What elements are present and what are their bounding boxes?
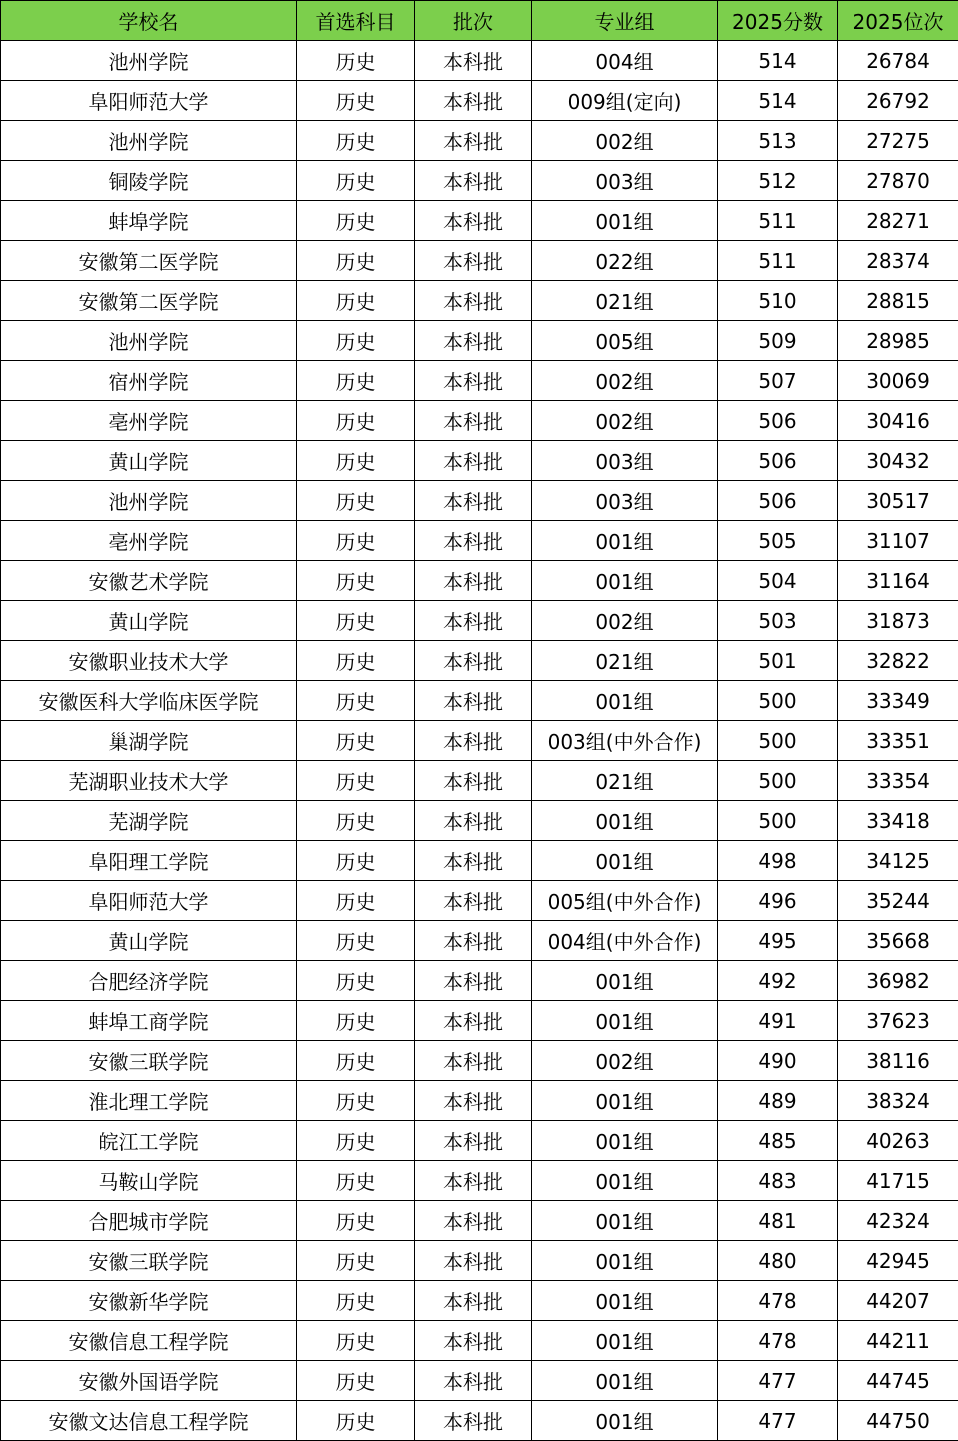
cell-score: 512 xyxy=(718,161,838,201)
cell-school: 安徽三联学院 xyxy=(1,1041,297,1081)
cell-school: 合肥经济学院 xyxy=(1,961,297,1001)
table-row xyxy=(1,201,958,241)
cell-subject: 历史 xyxy=(297,921,415,961)
cell-subject: 历史 xyxy=(297,161,415,201)
cell-subject: 历史 xyxy=(297,441,415,481)
cell-subject: 历史 xyxy=(297,681,415,721)
cell-score: 507 xyxy=(718,361,838,401)
cell-rank: 40263 xyxy=(838,1121,958,1161)
cell-subject: 历史 xyxy=(297,801,415,841)
cell-score: 491 xyxy=(718,1001,838,1041)
cell-batch: 本科批 xyxy=(415,841,532,881)
cell-batch: 本科批 xyxy=(415,321,532,361)
cell-batch: 本科批 xyxy=(415,1401,532,1441)
cell-school: 芜湖职业技术大学 xyxy=(1,761,297,801)
cell-major-group: 001组 xyxy=(532,801,718,841)
cell-batch: 本科批 xyxy=(415,1281,532,1321)
table-row xyxy=(1,321,958,361)
cell-batch: 本科批 xyxy=(415,1161,532,1201)
cell-subject: 历史 xyxy=(297,1241,415,1281)
cell-batch: 本科批 xyxy=(415,601,532,641)
table-row xyxy=(1,761,958,801)
cell-rank: 26792 xyxy=(838,81,958,121)
cell-rank: 31164 xyxy=(838,561,958,601)
cell-rank: 38116 xyxy=(838,1041,958,1081)
cell-rank: 33351 xyxy=(838,721,958,761)
cell-batch: 本科批 xyxy=(415,1321,532,1361)
cell-major-group: 002组 xyxy=(532,601,718,641)
cell-score: 485 xyxy=(718,1121,838,1161)
cell-rank: 32822 xyxy=(838,641,958,681)
cell-subject: 历史 xyxy=(297,521,415,561)
cell-school: 池州学院 xyxy=(1,121,297,161)
table-row xyxy=(1,1121,958,1161)
cell-subject: 历史 xyxy=(297,1321,415,1361)
cell-rank: 27870 xyxy=(838,161,958,201)
cell-rank: 42324 xyxy=(838,1201,958,1241)
cell-batch: 本科批 xyxy=(415,361,532,401)
cell-major-group: 001组 xyxy=(532,521,718,561)
cell-subject: 历史 xyxy=(297,1161,415,1201)
table-row xyxy=(1,601,958,641)
cell-batch: 本科批 xyxy=(415,81,532,121)
cell-batch: 本科批 xyxy=(415,1041,532,1081)
cell-major-group: 001组 xyxy=(532,1081,718,1121)
cell-major-group: 003组 xyxy=(532,441,718,481)
cell-subject: 历史 xyxy=(297,1121,415,1161)
cell-school: 宿州学院 xyxy=(1,361,297,401)
column-header-rank: 2025位次 xyxy=(838,1,958,41)
cell-major-group: 001组 xyxy=(532,1401,718,1441)
cell-subject: 历史 xyxy=(297,201,415,241)
cell-rank: 36982 xyxy=(838,961,958,1001)
column-header-subject: 首选科目 xyxy=(297,1,415,41)
cell-score: 498 xyxy=(718,841,838,881)
cell-major-group: 001组 xyxy=(532,1001,718,1041)
cell-rank: 35244 xyxy=(838,881,958,921)
cell-batch: 本科批 xyxy=(415,521,532,561)
cell-rank: 31873 xyxy=(838,601,958,641)
cell-batch: 本科批 xyxy=(415,241,532,281)
cell-school: 阜阳师范大学 xyxy=(1,81,297,121)
table-row xyxy=(1,1201,958,1241)
table-row xyxy=(1,161,958,201)
cell-score: 513 xyxy=(718,121,838,161)
cell-rank: 28271 xyxy=(838,201,958,241)
cell-batch: 本科批 xyxy=(415,1241,532,1281)
cell-score: 500 xyxy=(718,721,838,761)
cell-rank: 28985 xyxy=(838,321,958,361)
cell-score: 501 xyxy=(718,641,838,681)
cell-school: 安徽艺术学院 xyxy=(1,561,297,601)
table-row xyxy=(1,121,958,161)
cell-rank: 41715 xyxy=(838,1161,958,1201)
cell-score: 514 xyxy=(718,81,838,121)
cell-batch: 本科批 xyxy=(415,681,532,721)
cell-rank: 44207 xyxy=(838,1281,958,1321)
cell-major-group: 001组 xyxy=(532,961,718,1001)
cell-score: 506 xyxy=(718,481,838,521)
cell-school: 马鞍山学院 xyxy=(1,1161,297,1201)
cell-rank: 27275 xyxy=(838,121,958,161)
cell-rank: 33418 xyxy=(838,801,958,841)
cell-batch: 本科批 xyxy=(415,1201,532,1241)
table-row xyxy=(1,1041,958,1081)
cell-school: 蚌埠学院 xyxy=(1,201,297,241)
cell-rank: 44745 xyxy=(838,1361,958,1401)
cell-school: 安徽三联学院 xyxy=(1,1241,297,1281)
cell-major-group: 002组 xyxy=(532,361,718,401)
cell-major-group: 021组 xyxy=(532,641,718,681)
cell-batch: 本科批 xyxy=(415,561,532,601)
cell-major-group: 001组 xyxy=(532,681,718,721)
cell-score: 514 xyxy=(718,41,838,81)
cell-school: 黄山学院 xyxy=(1,601,297,641)
cell-batch: 本科批 xyxy=(415,961,532,1001)
cell-major-group: 001组 xyxy=(532,1201,718,1241)
cell-score: 492 xyxy=(718,961,838,1001)
cell-subject: 历史 xyxy=(297,561,415,601)
cell-school: 池州学院 xyxy=(1,321,297,361)
cell-subject: 历史 xyxy=(297,41,415,81)
cell-score: 478 xyxy=(718,1281,838,1321)
cell-rank: 28374 xyxy=(838,241,958,281)
cell-school: 安徽职业技术大学 xyxy=(1,641,297,681)
cell-score: 506 xyxy=(718,401,838,441)
cell-batch: 本科批 xyxy=(415,1081,532,1121)
cell-school: 池州学院 xyxy=(1,41,297,81)
cell-batch: 本科批 xyxy=(415,441,532,481)
cell-major-group: 001组 xyxy=(532,1361,718,1401)
cell-batch: 本科批 xyxy=(415,721,532,761)
cell-major-group: 001组 xyxy=(532,1321,718,1361)
cell-school: 芜湖学院 xyxy=(1,801,297,841)
table-row xyxy=(1,801,958,841)
cell-score: 477 xyxy=(718,1401,838,1441)
cell-subject: 历史 xyxy=(297,641,415,681)
cell-score: 506 xyxy=(718,441,838,481)
cell-school: 巢湖学院 xyxy=(1,721,297,761)
cell-school: 池州学院 xyxy=(1,481,297,521)
cell-score: 511 xyxy=(718,241,838,281)
cell-score: 495 xyxy=(718,921,838,961)
cell-subject: 历史 xyxy=(297,321,415,361)
cell-rank: 35668 xyxy=(838,921,958,961)
cell-major-group: 001组 xyxy=(532,1121,718,1161)
table-row xyxy=(1,1281,958,1321)
cell-batch: 本科批 xyxy=(415,881,532,921)
cell-score: 500 xyxy=(718,801,838,841)
cell-school: 合肥城市学院 xyxy=(1,1201,297,1241)
cell-subject: 历史 xyxy=(297,401,415,441)
cell-score: 503 xyxy=(718,601,838,641)
table-row xyxy=(1,681,958,721)
table-row xyxy=(1,81,958,121)
table-row xyxy=(1,1161,958,1201)
table-row xyxy=(1,521,958,561)
cell-batch: 本科批 xyxy=(415,801,532,841)
cell-major-group: 003组 xyxy=(532,481,718,521)
cell-major-group: 009组(定向) xyxy=(532,81,718,121)
cell-school: 黄山学院 xyxy=(1,921,297,961)
cell-rank: 31107 xyxy=(838,521,958,561)
cell-subject: 历史 xyxy=(297,241,415,281)
cell-school: 安徽医科大学临床医学院 xyxy=(1,681,297,721)
table-row xyxy=(1,641,958,681)
table-row xyxy=(1,1241,958,1281)
table-row xyxy=(1,41,958,81)
table-row xyxy=(1,241,958,281)
cell-major-group: 001组 xyxy=(532,561,718,601)
cell-subject: 历史 xyxy=(297,761,415,801)
cell-score: 489 xyxy=(718,1081,838,1121)
cell-rank: 34125 xyxy=(838,841,958,881)
cell-batch: 本科批 xyxy=(415,1001,532,1041)
cell-school: 铜陵学院 xyxy=(1,161,297,201)
table-row xyxy=(1,401,958,441)
cell-school: 亳州学院 xyxy=(1,521,297,561)
cell-rank: 44211 xyxy=(838,1321,958,1361)
column-header-school: 学校名 xyxy=(1,1,297,41)
cell-rank: 30517 xyxy=(838,481,958,521)
cell-rank: 28815 xyxy=(838,281,958,321)
cell-rank: 30432 xyxy=(838,441,958,481)
cell-score: 500 xyxy=(718,761,838,801)
cell-rank: 33354 xyxy=(838,761,958,801)
cell-school: 阜阳师范大学 xyxy=(1,881,297,921)
cell-rank: 44750 xyxy=(838,1401,958,1441)
cell-subject: 历史 xyxy=(297,481,415,521)
cell-batch: 本科批 xyxy=(415,1121,532,1161)
cell-subject: 历史 xyxy=(297,1041,415,1081)
cell-major-group: 003组(中外合作) xyxy=(532,721,718,761)
cell-subject: 历史 xyxy=(297,281,415,321)
table-row xyxy=(1,361,958,401)
cell-major-group: 001组 xyxy=(532,1241,718,1281)
table-header-row xyxy=(1,1,958,41)
cell-subject: 历史 xyxy=(297,121,415,161)
cell-major-group: 004组 xyxy=(532,41,718,81)
cell-subject: 历史 xyxy=(297,1361,415,1401)
cell-batch: 本科批 xyxy=(415,401,532,441)
cell-batch: 本科批 xyxy=(415,161,532,201)
cell-major-group: 002组 xyxy=(532,401,718,441)
cell-major-group: 021组 xyxy=(532,761,718,801)
table-row xyxy=(1,721,958,761)
cell-batch: 本科批 xyxy=(415,1361,532,1401)
cell-school: 安徽外国语学院 xyxy=(1,1361,297,1401)
table-row xyxy=(1,561,958,601)
cell-batch: 本科批 xyxy=(415,641,532,681)
cell-rank: 33349 xyxy=(838,681,958,721)
cell-subject: 历史 xyxy=(297,361,415,401)
cell-subject: 历史 xyxy=(297,1281,415,1321)
cell-batch: 本科批 xyxy=(415,201,532,241)
cell-school: 蚌埠工商学院 xyxy=(1,1001,297,1041)
cell-score: 490 xyxy=(718,1041,838,1081)
cell-rank: 42945 xyxy=(838,1241,958,1281)
cell-major-group: 001组 xyxy=(532,201,718,241)
cell-school: 安徽第二医学院 xyxy=(1,281,297,321)
cell-subject: 历史 xyxy=(297,1001,415,1041)
cell-school: 皖江工学院 xyxy=(1,1121,297,1161)
cell-score: 504 xyxy=(718,561,838,601)
cell-subject: 历史 xyxy=(297,721,415,761)
cell-major-group: 022组 xyxy=(532,241,718,281)
table-row xyxy=(1,281,958,321)
cell-score: 480 xyxy=(718,1241,838,1281)
cell-score: 511 xyxy=(718,201,838,241)
table-row xyxy=(1,961,958,1001)
cell-school: 淮北理工学院 xyxy=(1,1081,297,1121)
cell-major-group: 004组(中外合作) xyxy=(532,921,718,961)
cell-batch: 本科批 xyxy=(415,281,532,321)
cell-major-group: 005组 xyxy=(532,321,718,361)
cell-school: 阜阳理工学院 xyxy=(1,841,297,881)
cell-major-group: 001组 xyxy=(532,1161,718,1201)
cell-rank: 26784 xyxy=(838,41,958,81)
cell-school: 黄山学院 xyxy=(1,441,297,481)
cell-school: 安徽新华学院 xyxy=(1,1281,297,1321)
table-row xyxy=(1,921,958,961)
table-row xyxy=(1,1081,958,1121)
cell-subject: 历史 xyxy=(297,81,415,121)
table-row xyxy=(1,881,958,921)
cell-subject: 历史 xyxy=(297,841,415,881)
cell-subject: 历史 xyxy=(297,1081,415,1121)
cell-subject: 历史 xyxy=(297,1201,415,1241)
cell-subject: 历史 xyxy=(297,881,415,921)
cell-score: 483 xyxy=(718,1161,838,1201)
table-row xyxy=(1,1001,958,1041)
cell-major-group: 021组 xyxy=(532,281,718,321)
cell-major-group: 002组 xyxy=(532,121,718,161)
table-row xyxy=(1,481,958,521)
cell-subject: 历史 xyxy=(297,601,415,641)
table-row xyxy=(1,1401,958,1441)
cell-school: 安徽第二医学院 xyxy=(1,241,297,281)
cell-batch: 本科批 xyxy=(415,121,532,161)
cell-batch: 本科批 xyxy=(415,41,532,81)
cell-school: 安徽文达信息工程学院 xyxy=(1,1401,297,1441)
cell-rank: 30069 xyxy=(838,361,958,401)
cell-school: 安徽信息工程学院 xyxy=(1,1321,297,1361)
cell-subject: 历史 xyxy=(297,961,415,1001)
cell-score: 496 xyxy=(718,881,838,921)
cell-subject: 历史 xyxy=(297,1401,415,1441)
cell-score: 500 xyxy=(718,681,838,721)
cell-rank: 30416 xyxy=(838,401,958,441)
cell-score: 477 xyxy=(718,1361,838,1401)
cell-major-group: 001组 xyxy=(532,1281,718,1321)
cell-major-group: 002组 xyxy=(532,1041,718,1081)
cell-score: 481 xyxy=(718,1201,838,1241)
table-row xyxy=(1,441,958,481)
column-header-major-group: 专业组 xyxy=(532,1,718,41)
column-header-score: 2025分数 xyxy=(718,1,838,41)
cell-batch: 本科批 xyxy=(415,921,532,961)
cell-batch: 本科批 xyxy=(415,761,532,801)
table-row xyxy=(1,1361,958,1401)
cell-rank: 37623 xyxy=(838,1001,958,1041)
cell-major-group: 001组 xyxy=(532,841,718,881)
cell-rank: 38324 xyxy=(838,1081,958,1121)
cell-batch: 本科批 xyxy=(415,481,532,521)
cell-major-group: 005组(中外合作) xyxy=(532,881,718,921)
table-row xyxy=(1,841,958,881)
cell-score: 505 xyxy=(718,521,838,561)
column-header-batch: 批次 xyxy=(415,1,532,41)
cell-score: 478 xyxy=(718,1321,838,1361)
cell-score: 510 xyxy=(718,281,838,321)
cell-score: 509 xyxy=(718,321,838,361)
cell-major-group: 003组 xyxy=(532,161,718,201)
cell-school: 亳州学院 xyxy=(1,401,297,441)
table-row xyxy=(1,1321,958,1361)
